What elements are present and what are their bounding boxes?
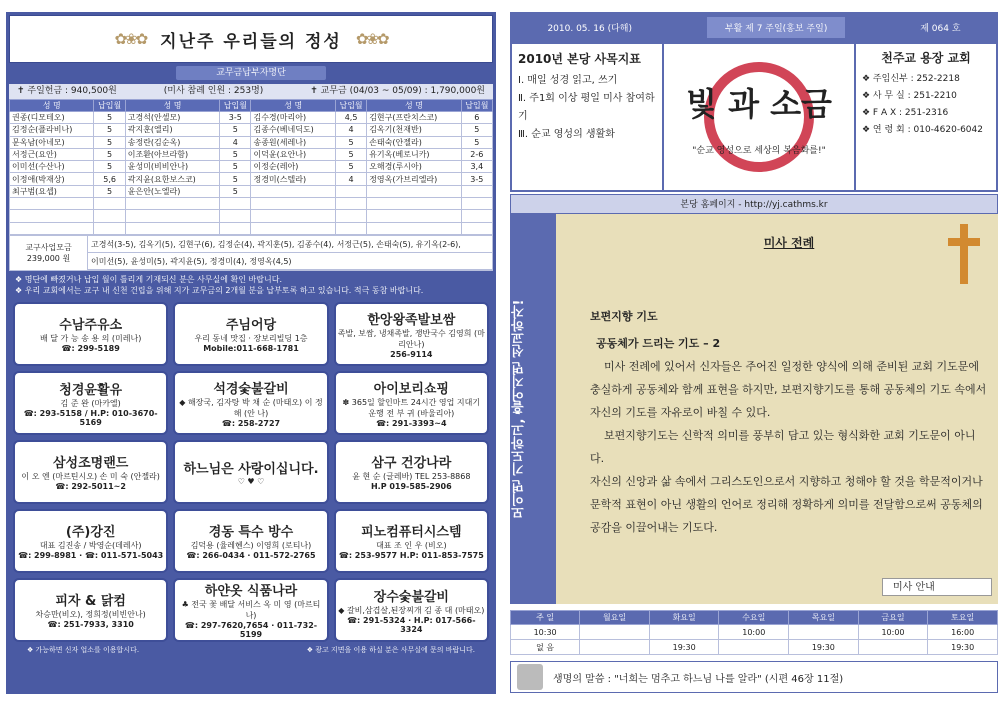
column-header: 납입월 bbox=[94, 100, 125, 112]
table-cell bbox=[220, 198, 251, 210]
ad-phone: ☎: 293-5158 / H.P: 010-3670-5169 bbox=[23, 408, 158, 427]
notice-line: ❖ 명단에 빠졌거나 납입 월이 틀리게 기재되신 분은 사무실에 확인 바랍니다. bbox=[15, 274, 282, 284]
portrait-icon bbox=[517, 664, 543, 690]
column-header: 납입월 bbox=[220, 100, 251, 112]
attendance: (미사 참례 인원 : 253명) bbox=[163, 86, 264, 96]
table-cell: 이정애(박재상) bbox=[10, 173, 94, 185]
ad-title: 피자 & 닭컴 bbox=[55, 594, 126, 610]
day-header: 금요일 bbox=[858, 611, 928, 625]
ad-details: 배 달 가 능 송 용 의 (미레나) bbox=[40, 334, 142, 344]
ad-phone: H.P 019-585-2906 bbox=[370, 482, 452, 492]
footer-note: ❖ 가능하면 신자 업소를 이용합시다. bbox=[27, 645, 140, 654]
table-cell bbox=[10, 222, 94, 234]
ad-details: 김 준 완 (마카엘) bbox=[60, 398, 121, 408]
table-cell: 이미선(수산나) bbox=[10, 161, 94, 173]
table-cell: 곽지훈(엘리) bbox=[125, 124, 219, 136]
ad-card bbox=[173, 440, 328, 504]
table-cell: 정경미(스텔라) bbox=[251, 173, 335, 185]
page-title-box bbox=[9, 15, 493, 63]
contact-line: ❖ 주임신부 : 252-2218 bbox=[862, 74, 960, 84]
ad-title: 하얀옷 식품나라 bbox=[204, 584, 298, 600]
ad-card bbox=[13, 509, 168, 573]
table-cell: 6 bbox=[461, 112, 492, 124]
table-cell: 이정순(레아) bbox=[251, 161, 335, 173]
table-cell bbox=[251, 185, 335, 197]
article-subheading: 공동체가 드리는 기도 – 2 bbox=[596, 337, 721, 350]
dues-total: ✝ 교무금 (04/03 ~ 05/09) : 1,790,000원 bbox=[310, 86, 485, 96]
table-cell bbox=[94, 222, 125, 234]
cross-icon bbox=[948, 224, 978, 284]
ad-title: 하느님은 사랑이십니다. bbox=[183, 461, 319, 477]
ad-phone: ☎: 297-7620,7654 · 011-732-5199 bbox=[184, 621, 318, 640]
table-cell: 4 bbox=[220, 136, 251, 148]
table-row bbox=[10, 185, 493, 197]
table-row bbox=[10, 136, 493, 148]
table-cell: 서정근(요안) bbox=[10, 148, 94, 160]
table-cell bbox=[367, 198, 461, 210]
table-row bbox=[10, 210, 493, 222]
table-cell: 김옥기(천재반) bbox=[367, 124, 461, 136]
ad-grid bbox=[9, 299, 493, 645]
table-cell bbox=[335, 198, 366, 210]
page-title: 지난주 우리들의 정성 bbox=[160, 31, 342, 52]
footer-note: ❖ 광고 지면을 이용 하실 분은 사무실에 문의 바랍니다. bbox=[306, 645, 475, 654]
ad-phone: ☎: 253-9577 H.P: 011-853-7575 bbox=[338, 551, 484, 561]
diocese-fund bbox=[9, 235, 493, 271]
ad-details: 족발, 보쌈, 냉채족발, 쟁반국수 김영희 (마리안나) bbox=[337, 328, 485, 349]
table-cell: 이덕윤(요안나) bbox=[251, 148, 335, 160]
ad-details: 윤 현 순 (글레바) TEL 253-8868 bbox=[352, 472, 471, 482]
table-cell: 5 bbox=[461, 136, 492, 148]
column-header: 성 명 bbox=[251, 100, 335, 112]
table-row bbox=[10, 112, 493, 124]
table-cell: 문옥남(아네모) bbox=[10, 136, 94, 148]
table-cell: 5 bbox=[335, 148, 366, 160]
table-cell bbox=[367, 210, 461, 222]
masthead bbox=[510, 42, 998, 192]
ad-card bbox=[334, 509, 489, 573]
table-cell: 5 bbox=[335, 136, 366, 148]
ad-title: 피노컴퓨터시스템 bbox=[361, 525, 462, 541]
ad-details: ♡ ♥ ♡ bbox=[237, 476, 265, 486]
contact-line: ❖ 연 령 회 : 010-4620-6042 bbox=[862, 125, 983, 135]
word-text: 생명의 말씀 : "너희는 멈추고 하느님 나를 알라" (시편 46장 11절) bbox=[553, 673, 844, 685]
summary-row bbox=[9, 84, 493, 99]
schedule-cell: 16:00 bbox=[928, 625, 998, 640]
ad-title: 석경숯불갈비 bbox=[213, 381, 289, 397]
ad-details: 김덕용 (율레헨스) 이영희 (로티나) bbox=[190, 541, 312, 551]
ad-card bbox=[13, 302, 168, 366]
table-cell: 4 bbox=[335, 173, 366, 185]
donor-table bbox=[9, 99, 493, 235]
ad-phone: ☎: 266-0434 · 011-572-2765 bbox=[186, 551, 316, 561]
table-cell: 5 bbox=[220, 173, 251, 185]
ad-card bbox=[13, 578, 168, 642]
table-cell: 오해경(루시아) bbox=[367, 161, 461, 173]
logo-text: 빛 과 소금 bbox=[686, 84, 832, 123]
schedule-cell: 19:30 bbox=[649, 640, 719, 655]
table-cell bbox=[220, 210, 251, 222]
table-cell: 최구범(요셉) bbox=[10, 185, 94, 197]
table-cell bbox=[94, 210, 125, 222]
table-cell: 3-5 bbox=[220, 112, 251, 124]
church-info bbox=[856, 44, 996, 190]
day-header: 수요일 bbox=[719, 611, 789, 625]
notice bbox=[9, 271, 493, 299]
table-cell: 5 bbox=[94, 148, 125, 160]
table-cell bbox=[10, 198, 94, 210]
goal-item: Ⅱ. 주1회 이상 평일 미사 참여하기 bbox=[518, 93, 655, 122]
table-cell: 4 bbox=[335, 124, 366, 136]
column-header: 납입월 bbox=[461, 100, 492, 112]
table-cell: 김수경(마리아) bbox=[251, 112, 335, 124]
table-cell bbox=[125, 198, 219, 210]
table-cell bbox=[125, 210, 219, 222]
ad-card bbox=[13, 440, 168, 504]
vertical-slogan: 모이면 기도하고, 흩어지면 선교하자! bbox=[510, 214, 556, 604]
article-area bbox=[510, 214, 998, 604]
schedule-cell bbox=[580, 640, 650, 655]
ad-details: ◆ 해장국, 김자탕 박 채 순 (마태오) 이 정 해 (안 나) bbox=[179, 397, 323, 418]
column-header: 납입월 bbox=[335, 100, 366, 112]
table-cell bbox=[461, 210, 492, 222]
ad-details: ◆ 갈비,삼겹살,된장찌개 김 종 대 (마태오) bbox=[338, 605, 485, 615]
column-header: 성 명 bbox=[125, 100, 219, 112]
ad-title: 수남주유소 bbox=[59, 318, 123, 334]
table-cell: 유기옥(베로니카) bbox=[367, 148, 461, 160]
ad-title: 삼구 건강나라 bbox=[371, 456, 452, 472]
schedule-cell: 19:30 bbox=[789, 640, 859, 655]
table-cell: 5 bbox=[220, 161, 251, 173]
decoration-icon: ✿❀✿ bbox=[355, 30, 388, 48]
schedule-cell: 19:30 bbox=[928, 640, 998, 655]
fund-list: 이미선(5), 윤성미(5), 곽지윤(5), 정경미(4), 정영옥(4,5) bbox=[88, 253, 492, 270]
decoration-icon: ✿❀✿ bbox=[114, 30, 147, 48]
pastoral-goals bbox=[512, 44, 662, 190]
table-cell: 김종수(베네딕도) bbox=[251, 124, 335, 136]
ad-phone: ☎: 291-5324 · H.P: 017-566-3324 bbox=[347, 615, 476, 634]
table-cell bbox=[220, 222, 251, 234]
day-header: 토요일 bbox=[928, 611, 998, 625]
ad-phone: ☎: 299-8981 · ☎: 011-571-5043 bbox=[18, 551, 164, 561]
schedule-row bbox=[511, 640, 998, 655]
ad-title: 주님어당 bbox=[225, 318, 277, 334]
ad-phone: ☎: 258-2727 bbox=[221, 418, 281, 428]
schedule-cell: 10:00 bbox=[858, 625, 928, 640]
word-of-life bbox=[510, 661, 998, 693]
table-cell: 5 bbox=[94, 185, 125, 197]
ad-details: 차승만(비오), 정희정(비빈안나) bbox=[35, 610, 146, 620]
ad-card bbox=[13, 371, 168, 435]
issue-number: 제 064 호 bbox=[920, 23, 961, 34]
mass-info-button[interactable]: 미사 안내 bbox=[882, 578, 992, 596]
goals-title: 2010년 본당 사목지표 bbox=[518, 52, 641, 66]
day-header: 주 일 bbox=[511, 611, 580, 625]
fund-amount: 239,000 원 bbox=[26, 253, 71, 263]
liturgical-week: 부활 제 7 주일(홍보 주일) bbox=[707, 17, 845, 38]
ad-title: 경동 특수 방수 bbox=[208, 525, 294, 541]
table-cell: 손태숙(안젤라) bbox=[367, 136, 461, 148]
table-cell bbox=[335, 185, 366, 197]
ad-details: 우리 동네 맛집 · 장보리빌딩 1층 bbox=[194, 334, 308, 344]
schedule-cell bbox=[858, 640, 928, 655]
church-name: 천주교 용장 교회 bbox=[881, 51, 971, 65]
table-cell bbox=[94, 198, 125, 210]
issue-date: 2010. 05. 16 (다해) bbox=[547, 23, 632, 34]
table-cell: 송종원(세레나) bbox=[251, 136, 335, 148]
fund-list: 고경석(3-5), 김옥기(5), 김현구(6), 김정순(4), 곽지훈(5), 김종수(4), 서정근(5), 손태숙(5), 유기옥(2-6), bbox=[88, 236, 492, 253]
ad-details: ♣ 전국 꽃 배달 서비스 옥 미 영 (마르티나) bbox=[181, 600, 321, 621]
schedule-cell bbox=[789, 625, 859, 640]
table-cell: 5 bbox=[220, 185, 251, 197]
homepage-link[interactable]: 본당 홈페이지 - http://yj.cathms.kr bbox=[510, 194, 998, 214]
ad-phone: ☎: 291-3393~4 bbox=[376, 418, 447, 428]
section-title: 미사 전례 bbox=[763, 236, 815, 250]
ad-phone: ☎: 251-7933, 3310 bbox=[47, 620, 134, 630]
ad-phone: 256-9114 bbox=[390, 349, 433, 359]
paragraph: 미사 전례에 있어서 신자들은 주어진 일정한 양식에 의해 준비된 교회 기도문에 충실하게 공동체와 함께 표현을 하지만, 보편지향기도를 통해 공동체의 기도 속에서 자신의 기도를 자유로이 바칠 수 있다. bbox=[590, 360, 987, 419]
schedule-cell: 10:30 bbox=[511, 625, 580, 640]
header-bar bbox=[510, 12, 998, 42]
table-cell: 5 bbox=[335, 161, 366, 173]
contact-line: ❖ 사 무 실 : 251-2210 bbox=[862, 91, 957, 101]
left-footer bbox=[9, 645, 493, 655]
table-row bbox=[10, 124, 493, 136]
table-row bbox=[10, 198, 493, 210]
table-cell bbox=[461, 185, 492, 197]
table-cell: 4,5 bbox=[335, 112, 366, 124]
table-cell: 5 bbox=[220, 124, 251, 136]
table-cell: 5 bbox=[94, 136, 125, 148]
ad-phone: ☎: 292-5011~2 bbox=[55, 482, 126, 492]
table-cell: 김현구(프란치스코) bbox=[367, 112, 461, 124]
table-cell bbox=[335, 210, 366, 222]
table-cell: 2-6 bbox=[461, 148, 492, 160]
contact-line: ❖ F A X : 251-2316 bbox=[862, 108, 949, 118]
column-header: 성 명 bbox=[367, 100, 461, 112]
table-cell bbox=[251, 198, 335, 210]
table-cell: 5,6 bbox=[94, 173, 125, 185]
table-cell bbox=[461, 198, 492, 210]
ad-title: 한앙왕족발보쌈 bbox=[367, 312, 456, 328]
schedule-cell bbox=[719, 640, 789, 655]
table-cell bbox=[461, 222, 492, 234]
table-cell: 5 bbox=[94, 112, 125, 124]
table-cell: 윤은안(노엘라) bbox=[125, 185, 219, 197]
table-cell: 곽지윤(요한보스코) bbox=[125, 173, 219, 185]
paragraph: 보편지향기도는 신학적 의미를 풍부히 담고 있는 형식화한 교회 기도문이 아니다. bbox=[590, 429, 976, 465]
ad-details: 대표 김진송 / 박영순(데레사) bbox=[39, 541, 142, 551]
ad-card bbox=[334, 302, 489, 366]
left-page bbox=[6, 12, 496, 694]
ad-title: (주)강진 bbox=[65, 525, 116, 541]
table-cell: 5 bbox=[94, 161, 125, 173]
ad-details: 대표 조 인 우 (비오) bbox=[376, 541, 447, 551]
table-row bbox=[10, 173, 493, 185]
ad-card bbox=[173, 509, 328, 573]
table-cell bbox=[335, 222, 366, 234]
paragraph: 자신의 신앙과 삶 속에서 그리스도인으로서 지향하고 청해야 할 것을 학문적이거나 문학적 표현이 아닌 생활의 언어로 정리해 정확하게 의미를 전달함으로써 공동체의 공감을 이끌어내는 기도다. bbox=[590, 475, 983, 534]
table-cell bbox=[251, 210, 335, 222]
ad-title: 삼성조명랜드 bbox=[52, 456, 129, 472]
table-cell bbox=[10, 210, 94, 222]
column-header: 성 명 bbox=[10, 100, 94, 112]
ad-card bbox=[334, 371, 489, 435]
table-cell: 5 bbox=[461, 124, 492, 136]
right-page bbox=[510, 12, 998, 694]
table-cell: 송정란(김순옥) bbox=[125, 136, 219, 148]
table-cell: 김정순(플라비나) bbox=[10, 124, 94, 136]
table-cell: 고경석(안셀모) bbox=[125, 112, 219, 124]
goal-item: Ⅲ. 순교 영성의 생활화 bbox=[518, 129, 615, 140]
table-row bbox=[10, 161, 493, 173]
table-cell: 이조환(아브라함) bbox=[125, 148, 219, 160]
ad-card bbox=[173, 371, 328, 435]
ad-card bbox=[334, 440, 489, 504]
ad-phone: ☎: 299-5189 bbox=[61, 344, 120, 354]
day-header: 월요일 bbox=[580, 611, 650, 625]
ad-details: ✽ 365일 할인마트 24시간 영업 지대기 운행 전 부 귀 (바울리아) bbox=[342, 397, 481, 418]
notice-line: ❖ 우리 교회에서는 교구 내 신천 건립을 위해 지가 교무금의 2개월 분을 납부토록 하고 있습니다. 적극 동참 바랍니다. bbox=[15, 285, 424, 295]
table-cell bbox=[251, 222, 335, 234]
day-header: 목요일 bbox=[789, 611, 859, 625]
table-cell: 윤성미(비비안나) bbox=[125, 161, 219, 173]
table-cell: 정영옥(가브리엘라) bbox=[367, 173, 461, 185]
ad-card bbox=[334, 578, 489, 642]
table-cell bbox=[367, 222, 461, 234]
table-cell bbox=[367, 185, 461, 197]
schedule-cell bbox=[649, 625, 719, 640]
schedule-cell: 없 음 bbox=[511, 640, 580, 655]
ad-details: 이 오 엔 (마르틴시오) 손 미 숙 (안젤라) bbox=[21, 472, 160, 482]
fund-label: 교구사업모금 bbox=[25, 242, 72, 252]
newsletter-logo bbox=[662, 44, 856, 190]
collection-total: ✝ 주일헌금 : 940,500원 bbox=[17, 86, 117, 96]
ad-card bbox=[173, 578, 328, 642]
mass-schedule bbox=[510, 610, 998, 655]
ad-card bbox=[173, 302, 328, 366]
logo-motto: "순교 영성으로 세상의 복음화를!" bbox=[692, 145, 826, 156]
ad-phone: Mobile:011-668-1781 bbox=[203, 344, 299, 354]
table-cell: 5 bbox=[220, 148, 251, 160]
goal-item: Ⅰ. 매일 성경 읽고, 쓰기 bbox=[518, 75, 618, 86]
table-cell: 3,4 bbox=[461, 161, 492, 173]
table-cell bbox=[125, 222, 219, 234]
day-header: 화요일 bbox=[649, 611, 719, 625]
article bbox=[556, 214, 998, 604]
schedule-cell bbox=[580, 625, 650, 640]
table-cell: 5 bbox=[94, 124, 125, 136]
table-row bbox=[10, 148, 493, 160]
article-heading: 보편지향 기도 bbox=[590, 310, 658, 323]
ad-title: 장수숯불갈비 bbox=[373, 589, 449, 605]
schedule-row bbox=[511, 625, 998, 640]
table-row bbox=[10, 222, 493, 234]
ad-title: 아이보리쇼핑 bbox=[373, 381, 449, 397]
ad-title: 청경윤활유 bbox=[59, 382, 123, 398]
subtitle: 교무금납부자명단 bbox=[176, 66, 326, 80]
table-cell: 권종(디모테오) bbox=[10, 112, 94, 124]
schedule-cell: 10:00 bbox=[719, 625, 789, 640]
table-cell: 3-5 bbox=[461, 173, 492, 185]
